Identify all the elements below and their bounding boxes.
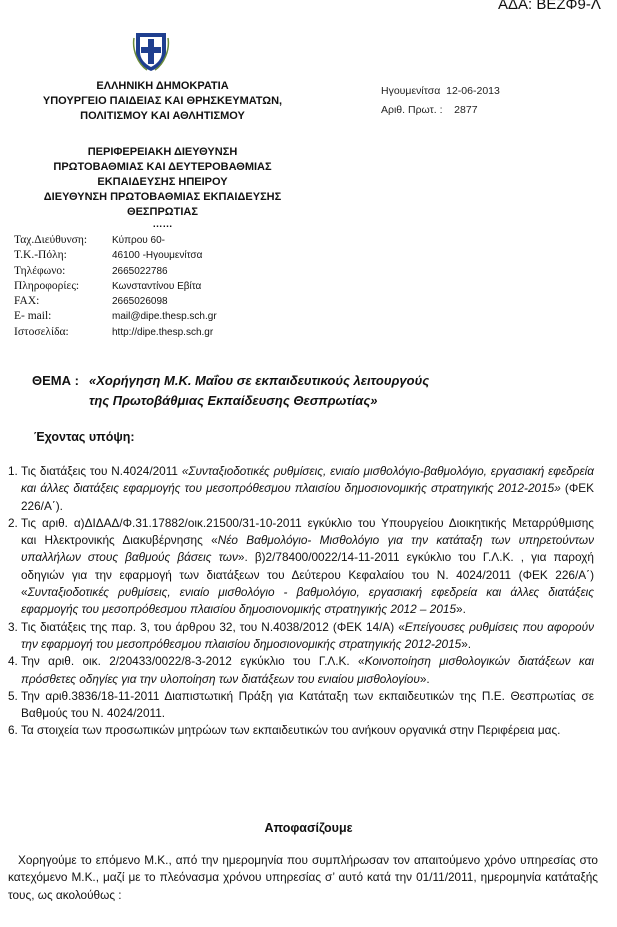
contact-row: [14, 309, 217, 324]
header-line: ΠΡΩΤΟΒΑΘΜΙΑΣ ΚΑΙ ΔΕΥΤΕΡΟΒΑΘΜΙΑΣ: [53, 161, 272, 173]
contact-row: [14, 294, 217, 309]
list-item-text: [21, 463, 594, 515]
contact-label: Τ.Κ.-Πόλη:: [14, 249, 67, 262]
list-item-text: [21, 653, 594, 688]
header-directorate: [20, 145, 305, 230]
list-item: [8, 463, 594, 515]
list-item-text: [21, 619, 594, 654]
header-line: ΘΕΣΠΡΩΤΙΑΣ: [127, 206, 198, 218]
contact-label: Ιστοσελίδα:: [14, 325, 69, 338]
header-line: ΕΛΛΗΝΙΚΗ ΔΗΜΟΚΡΑΤΙΑ: [96, 80, 229, 92]
contact-row: [14, 233, 217, 248]
subject: [32, 371, 429, 410]
list-item-number: 2.: [8, 515, 18, 530]
list-item-number: 4.: [8, 654, 18, 669]
contact-value: 2665026098: [112, 296, 168, 308]
text-run: Συνταξιοδοτικές ρυθμίσεις, ενιαίο μισθολόγιο - βαθμολόγιο, εργασιακή εφεδρεία και άλλες διατάξεις εφαρμογής του μεσοπρόθεσμου πλαισίου δημοσιονομικής στρατηγικής 2012 – 2015: [21, 585, 594, 617]
date-value: 12-06-2013: [446, 85, 500, 97]
text-run: Τις αριθ. α)ΔΙΔΑΔ/Φ.31.17882/οικ.21500/31-10-2011 εγκύκλιο του Υπουργείου Διοικητικής Μεταρρύθμισης και Ηλεκτρονικής Διακυβέρνησης «: [21, 515, 594, 548]
contact-value: 46100 -Ηγουμενίτσα: [112, 250, 203, 262]
list-item: [8, 619, 594, 654]
list-item: [8, 722, 594, 739]
decision-heading: Αποφασίζουμε: [264, 821, 353, 835]
contact-value: 2665022786: [112, 265, 168, 277]
list-item-text: [21, 722, 594, 739]
text-run: Κοινοποίηση μισθολογικών διατάξεων και πρόσθετες οδηγίες για την υλοποίηση των διατάξεων του ενιαίου μισθολογίου: [21, 654, 594, 686]
text-run: Την αριθ.3836/18-11-2011 Διαπιστωτική Πράξη για Κατάταξη των εκπαιδευτικών της Π.Ε. Θεσπρωτίας σε Βαθμούς του Ν. 4024/2011.: [21, 688, 594, 721]
date-label: Ηγουμενίτσα: [381, 85, 441, 97]
contact-row: [14, 325, 217, 340]
protocol-number: 2877: [454, 104, 478, 116]
text-run: ». β)2/78400/0022/14-11-2011 εγκύκλιο του Γ.Λ.Κ. , για παροχή οδηγιών για την εφαρμογή των διατάξεων του Δεύτερου Κεφαλαίου του Ν. 4024/2011 (ΦΕΚ 226/Α΄) «: [21, 550, 594, 600]
text-run: (ΦΕΚ 226/Α΄).: [21, 481, 595, 513]
contact-row: [14, 279, 217, 294]
header-line: ΕΚΠΑΙΔΕΥΣΗΣ ΗΠΕΙΡΟΥ: [97, 176, 228, 188]
text-run: ».: [461, 636, 472, 651]
list-item-number: 6.: [8, 723, 18, 738]
contact-value: Κύπρου 60-: [112, 235, 165, 246]
contact-row: [14, 248, 217, 263]
document-meta: [381, 82, 500, 120]
subject-label: ΘΕΜΑ :: [32, 373, 79, 388]
contact-label: Πληροφορίες:: [14, 279, 80, 292]
header-line: ΠΕΡΙΦΕΡΕΙΑΚΗ ΔΙΕΥΘΥΝΣΗ: [87, 146, 238, 158]
list-item: [8, 688, 594, 723]
header-dots: ……: [152, 219, 173, 230]
decision-text: Χορηγούμε το επόμενο Μ.Κ., από την ημερομηνία που συμπλήρωσαν τον απαιτούμενο χρόνο υπηρεσίας στο κατεχόμενο Μ.Κ., μαζί με το πλεόνασμα χρόνου υπηρεσίας σ’ αυτό κατά την 01/11/2011, ημερομηνία κατάταξής τους, ως ακολούθως :: [8, 853, 598, 902]
text-run: ».: [456, 602, 466, 617]
list-item-text: [21, 688, 594, 723]
text-run: Τις διατάξεις του Ν.4024/2011: [21, 464, 182, 478]
header-ministry: [20, 79, 305, 124]
considerations-list: [8, 463, 594, 740]
contact-label: E- mail:: [14, 310, 52, 323]
website-link[interactable]: http://dipe.thesp.sch.gr: [112, 326, 214, 338]
ada-code: ΑΔΑ: ΒΕΖΦ9-Λ: [498, 0, 601, 13]
having-in-mind-heading: Έχοντας υπόψη:: [34, 430, 135, 444]
email-link[interactable]: mail@dipe.thesp.sch.gr: [112, 311, 217, 323]
text-run: Την αριθ. οικ. 2/20433/0022/8-3-2012 εγκύκλιο του Γ.Λ.Κ. «: [21, 654, 365, 669]
list-item-text: [21, 515, 594, 619]
subject-line-1: «Χορήγηση Μ.Κ. Μαΐου σε εκπαιδευτικούς λειτουργούς: [89, 373, 430, 388]
contact-details: [14, 233, 217, 340]
text-run: Νέο Βαθμολόγιο- Μισθολόγιο για την κατάταξη των υπηρετούντων υπαλλήλων στους βαθμούς βάσεις των: [21, 533, 594, 565]
list-item-number: 3.: [8, 619, 18, 634]
text-run: «Συνταξιοδοτικές ρυθμίσεις, ενιαίο μισθολόγιο-βαθμολόγιο, εργασιακή εφεδρεία και άλλες διατάξεις εφαρμογής του μεσοπρόθεσμου πλαισίου δημοσιονομικής στρατηγικής 2012-2015»: [21, 464, 594, 496]
contact-row: [14, 264, 217, 279]
list-item-number: 5.: [8, 688, 18, 703]
list-item-number: 1.: [8, 464, 18, 478]
text-run: ».: [419, 671, 430, 686]
header-line: ΠΟΛΙΤΙΣΜΟΥ ΚΑΙ ΑΘΛΗΤΙΣΜΟΥ: [80, 110, 245, 122]
header-line: ΔΙΕΥΘΥΝΣΗ ΠΡΩΤΟΒΑΘΜΙΑΣ ΕΚΠΑΙΔΕΥΣΗΣ: [43, 191, 282, 203]
list-item: [8, 653, 594, 688]
protocol-label: Αριθ. Πρωτ. :: [381, 104, 443, 116]
text-run: Τις διατάξεις της παρ. 3, του άρθρου 32, του Ν.4038/2012 (ΦΕΚ 14/Α) «: [21, 619, 405, 634]
header-line: ΥΠΟΥΡΓΕΙΟ ΠΑΙΔΕΙΑΣ ΚΑΙ ΘΡΗΣΚΕΥΜΑΤΩΝ,: [42, 95, 283, 107]
contact-value: Κωνσταντίνου Εβίτα: [112, 280, 202, 292]
subject-line-2: της Πρωτοβάθμιας Εκπαίδευσης Θεσπρωτίας»: [89, 392, 378, 408]
greek-emblem-icon: [132, 30, 170, 72]
list-item: [8, 515, 594, 619]
contact-label: FAX:: [14, 295, 40, 308]
text-run: Επείγουσες ρυθμίσεις που αφορούν την εφαρμογή του μεσοπρόθεσμου πλαισίου δημοσιονομικής στρατηγικής 2012-2015: [21, 619, 594, 651]
text-run: Τα στοιχεία των προσωπικών μητρώων των εκπαιδευτικών του ανήκουν οργανικά στην Περιφέρεια μας.: [21, 723, 561, 738]
contact-label: Ταχ.Διεύθυνση:: [14, 234, 88, 246]
contact-label: Τηλέφωνο:: [14, 264, 66, 277]
